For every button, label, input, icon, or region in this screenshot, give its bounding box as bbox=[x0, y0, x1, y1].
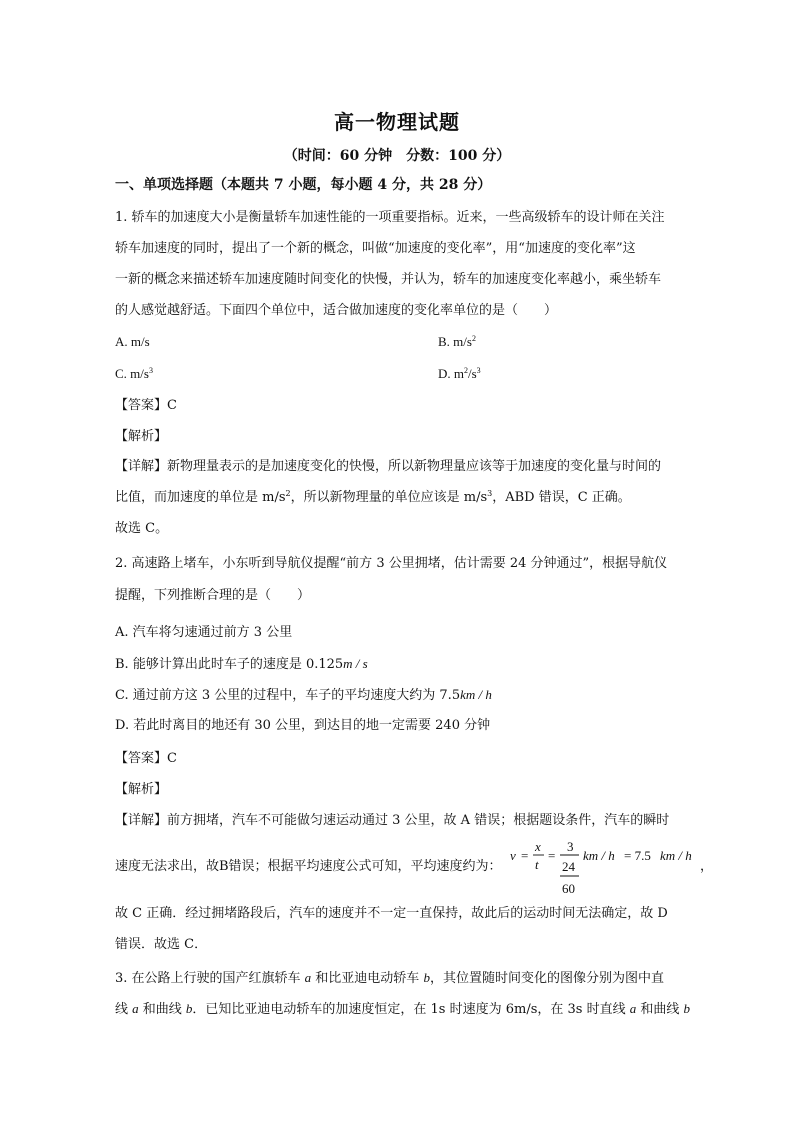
q2-option-b-text: B. 能够计算出此时车子的速度是 0.125 bbox=[115, 657, 344, 672]
q1-option-c bbox=[115, 366, 153, 382]
formula-t: t bbox=[535, 857, 539, 872]
section-heading: 一、单项选择题（本题共 7 小题，每小题 4 分，共 28 分） bbox=[115, 177, 492, 193]
q2-option-a: A. 汽车将匀速通过前方 3 公里 bbox=[115, 625, 293, 640]
q1-detail-exponent-2: 3 bbox=[487, 489, 493, 498]
q2-detail-line-2-end: ， bbox=[700, 859, 714, 874]
q1-detail-exponent-1: 2 bbox=[285, 489, 291, 498]
q3-line-2-var-b2: b bbox=[683, 1001, 691, 1016]
q1-option-c-text: C. m/s bbox=[115, 366, 149, 381]
q1-option-d-text: D. m bbox=[438, 366, 464, 381]
q1-detail-2a: 比值，而加速度的单位是 m/s bbox=[115, 490, 286, 505]
q3-line-2-b: 和曲线 bbox=[138, 1002, 186, 1017]
q3-line-1-a: 3. 在公路上行驶的国产红旗轿车 bbox=[115, 971, 305, 986]
q1-option-d-exponent-2: 3 bbox=[476, 366, 481, 375]
q1-detail-2c: ，ABD 错误，C 正确。 bbox=[492, 490, 631, 505]
q2-answer: 【答案】C bbox=[115, 751, 177, 766]
q3-var-b: b bbox=[423, 970, 430, 985]
q1-option-d-exponent-1: 2 bbox=[464, 366, 468, 375]
q1-option-b-text: B. m/s bbox=[438, 334, 472, 349]
q1-option-d bbox=[438, 366, 481, 382]
q3-line-1 bbox=[115, 969, 664, 988]
q2-option-b-unit: m / s bbox=[343, 656, 368, 671]
q1-detail-line-1: 【详解】新物理量表示的是加速度变化的快慢，所以新物理量应该等于加速度的变化量与时间的 bbox=[115, 459, 662, 474]
q2-analysis: 【解析】 bbox=[115, 782, 168, 797]
q1-detail-line-2 bbox=[115, 489, 631, 507]
q3-line-2-var-b: b bbox=[185, 1001, 193, 1016]
q2-option-d: D. 若此时离目的地还有 30 公里，到达目的地一定需要 240 分钟 bbox=[115, 718, 491, 733]
formula-result: = 7.5 bbox=[624, 848, 651, 863]
formula-unit-1: km / h bbox=[583, 848, 615, 863]
q1-option-b bbox=[438, 334, 476, 350]
q1-conclusion: 故选 C。 bbox=[115, 521, 169, 536]
q1-option-d-text-2: /s bbox=[468, 366, 477, 381]
q1-detail-2b: ，所以新物理量的单位应该是 m/s bbox=[290, 490, 488, 505]
q2-option-c bbox=[115, 686, 492, 705]
q2-detail-line-4: 错误．故选 C． bbox=[115, 937, 208, 952]
q3-line-2-d: 和曲线 bbox=[636, 1002, 684, 1017]
q3-line-2 bbox=[115, 1000, 690, 1019]
q1-option-c-exponent: 3 bbox=[148, 366, 153, 375]
q1-analysis: 【解析】 bbox=[115, 429, 168, 444]
q2-option-c-unit: km / h bbox=[460, 687, 492, 702]
average-speed-formula bbox=[508, 838, 708, 900]
q3-line-1-c: ，其位置随时间变化的图像分别为图中直 bbox=[429, 971, 664, 986]
formula-60: 60 bbox=[562, 881, 575, 896]
q3-line-2-var-a: a bbox=[132, 1001, 139, 1016]
q1-option-a-text: A. m/s bbox=[115, 334, 150, 349]
q1-line-2: 轿车加速度的同时，提出了一个新的概念，叫做“加速度的变化率”，用“加速度的变化率”这 bbox=[115, 241, 636, 256]
page-subtitle: （时间：60 分钟 分数：100 分） bbox=[283, 148, 511, 164]
formula-equals-2: = bbox=[548, 848, 556, 863]
page-title: 高一物理试题 bbox=[334, 110, 460, 134]
q3-line-2-a: 线 bbox=[115, 1002, 133, 1017]
q2-detail-line-2: 速度无法求出，故B错误；根据平均速度公式可知，平均速度约为： bbox=[115, 859, 502, 874]
formula-v: v bbox=[510, 848, 516, 863]
q3-line-1-b: 和比亚迪电动轿车 bbox=[311, 971, 424, 986]
formula-24: 24 bbox=[562, 859, 575, 874]
q3-line-2-c: ．已知比亚迪电动轿车的加速度恒定，在 1s 时速度为 6m/s，在 3s 时直线 bbox=[192, 1002, 630, 1017]
q3-line-2-var-a2: a bbox=[629, 1001, 637, 1016]
formula-unit-2: km / h bbox=[660, 848, 692, 863]
q3-var-a: a bbox=[304, 970, 312, 985]
q2-option-b bbox=[115, 655, 368, 674]
q2-line-1: 2. 高速路上堵车，小东听到导航仪提醒“前方 3 公里拥堵，估计需要 24 分钟通过”，根据导航仪 bbox=[115, 556, 668, 571]
q1-line-4: 的人感觉越舒适。下面四个单位中，适合做加速度的变化率单位的是（ ） bbox=[115, 303, 558, 318]
q1-line-1: 1. 轿车的加速度大小是衡量轿车加速性能的一项重要指标。近来，一些高级轿车的设计师在关注 bbox=[115, 210, 665, 225]
q1-line-3: 一新的概念来描述轿车加速度随时间变化的快慢，并认为，轿车的加速度变化率越小，乘坐轿车 bbox=[115, 272, 662, 287]
q2-line-2: 提醒，下列推断合理的是（ ） bbox=[115, 588, 311, 603]
q1-option-a bbox=[115, 334, 150, 350]
formula-equals: = bbox=[521, 848, 529, 863]
q1-answer: 【答案】C bbox=[115, 398, 177, 413]
q1-option-b-exponent: 2 bbox=[471, 334, 476, 343]
formula-x: x bbox=[535, 839, 541, 854]
formula-numerator-3: 3 bbox=[567, 839, 574, 854]
q2-detail-line-1: 【详解】前方拥堵，汽车不可能做匀速运动通过 3 公里，故 A 错误；根据题设条件，汽车的瞬时 bbox=[115, 813, 670, 828]
q2-detail-line-3: 故 C 正确．经过拥堵路段后，汽车的速度并不一定一直保持，故此后的运动时间无法确定，故 D bbox=[115, 906, 668, 921]
q2-option-c-text: C. 通过前方这 3 公里的过程中，车子的平均速度大约为 7.5 bbox=[115, 688, 461, 703]
